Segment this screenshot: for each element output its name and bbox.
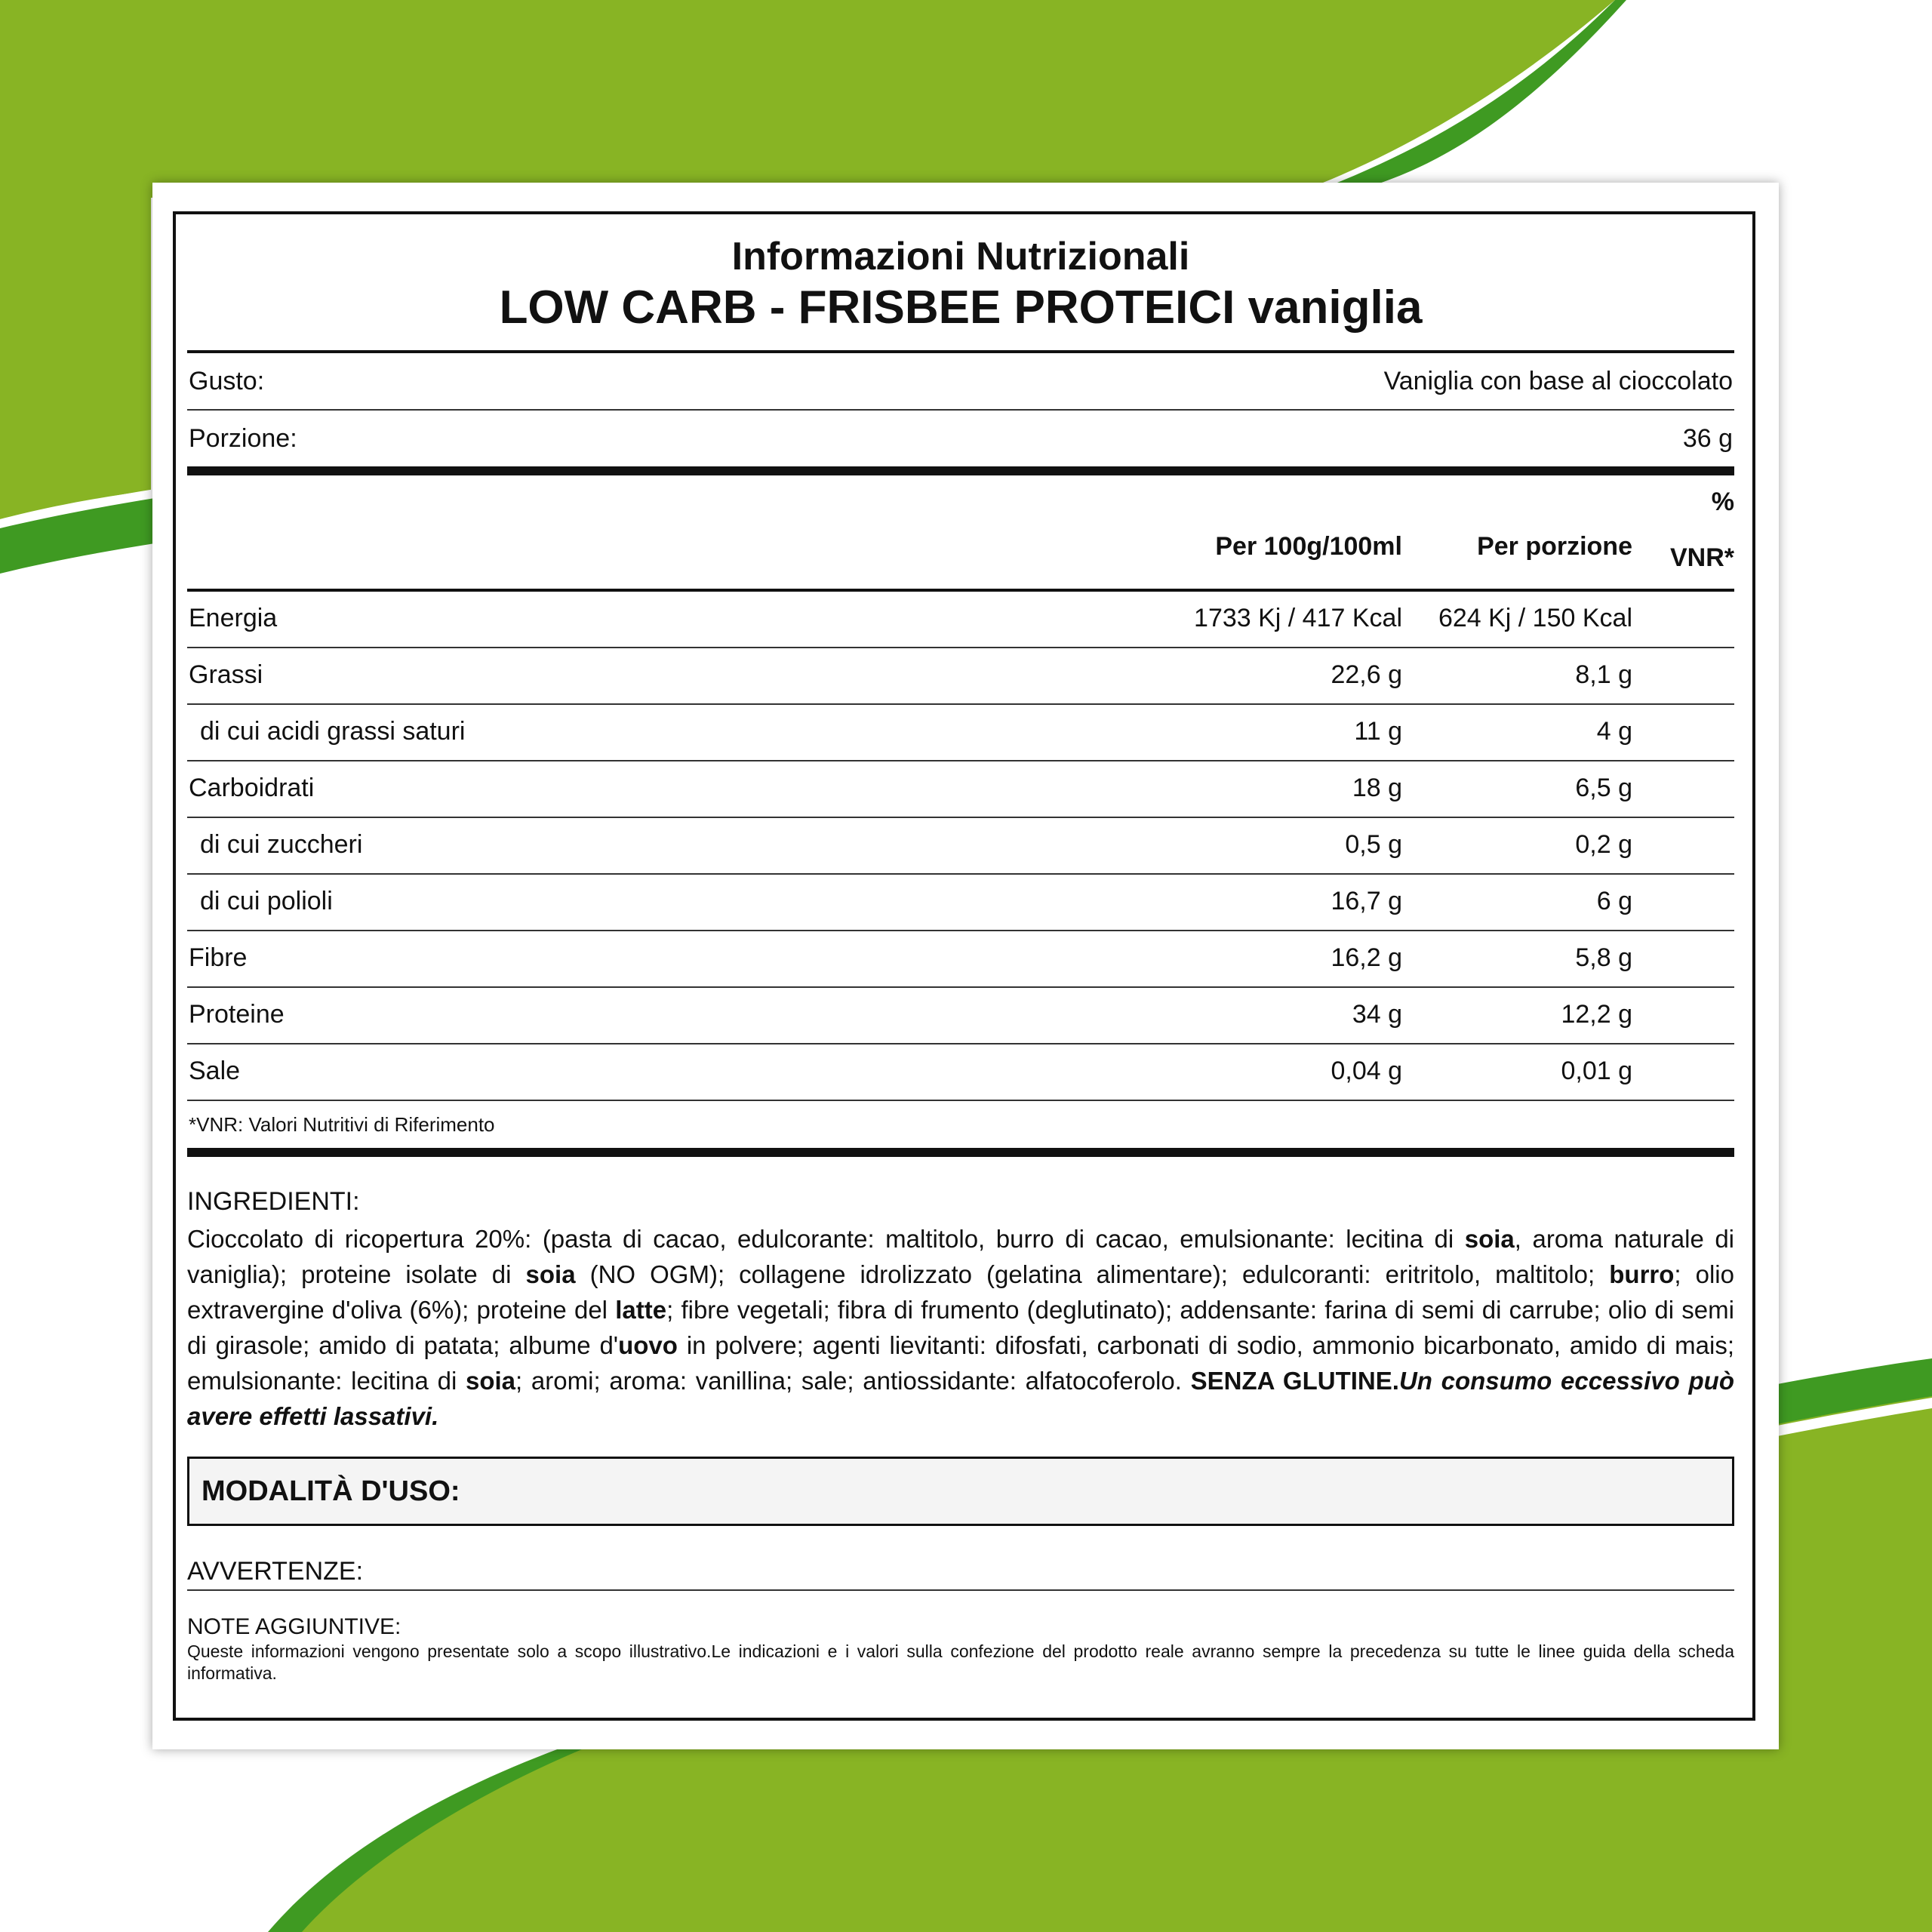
flavor-value: Vaniglia con base al cioccolato xyxy=(1383,366,1733,395)
col-vnr-pct-header: % xyxy=(1711,488,1734,516)
nutrient-name: Energia xyxy=(189,604,278,632)
nutrient-name: Sale xyxy=(189,1057,241,1085)
portion-label: Porzione: xyxy=(189,423,297,453)
table-row xyxy=(187,761,1734,818)
flavor-label: Gusto: xyxy=(189,366,265,395)
portion-value: 8,1 g xyxy=(1575,660,1632,689)
col-per100-header: Per 100g/100ml xyxy=(1215,532,1402,561)
nutrient-name: di cui polioli xyxy=(200,887,333,915)
col-vnr-header: VNR* xyxy=(1669,543,1734,572)
per100-value: 16,2 g xyxy=(1331,943,1402,972)
nutrient-name: di cui zuccheri xyxy=(200,830,363,859)
per100-value: 0,04 g xyxy=(1331,1057,1402,1085)
nutrient-name: di cui acidi grassi saturi xyxy=(200,717,466,746)
portion-value: 6,5 g xyxy=(1575,774,1632,802)
vnr-footnote: *VNR: Valori Nutritivi di Riferimento xyxy=(189,1113,495,1136)
portion-value: 4 g xyxy=(1596,717,1632,746)
portion-value: 5,8 g xyxy=(1575,943,1632,972)
per100-value: 22,6 g xyxy=(1331,660,1402,689)
divider-thick xyxy=(187,466,1734,475)
table-header xyxy=(187,475,1734,589)
table-row xyxy=(187,875,1734,931)
nutrient-name: Grassi xyxy=(189,660,263,689)
table-row xyxy=(187,592,1734,648)
notes-text: Queste informazioni vengono presentate solo a scopo illustrativo.Le indicazioni e i valori sulla confezione del prodotto reale avranno sempre la precedenza su tutte le linee guida della scheda informativa. xyxy=(187,1641,1734,1683)
notes-heading: NOTE AGGIUNTIVE: xyxy=(187,1614,401,1639)
per100-value: 0,5 g xyxy=(1345,830,1402,859)
per100-value: 18 g xyxy=(1352,774,1402,802)
product-name: LOW CARB - FRISBEE PROTEICI vaniglia xyxy=(499,281,1423,334)
nutrient-name: Fibre xyxy=(189,943,248,972)
label-title: Informazioni Nutrizionali xyxy=(731,235,1190,278)
table-row xyxy=(187,1044,1734,1100)
usage-box: MODALITÀ D'USO: xyxy=(187,1457,1734,1526)
flavor-row xyxy=(187,353,1734,409)
nutrient-table xyxy=(187,592,1734,1100)
portion-value: 624 Kj / 150 Kcal xyxy=(1438,604,1632,632)
portion-row xyxy=(187,411,1734,466)
portion-value: 0,01 g xyxy=(1561,1057,1632,1085)
per100-value: 1733 Kj / 417 Kcal xyxy=(1194,604,1402,632)
per100-value: 11 g xyxy=(1354,717,1402,746)
per100-value: 16,7 g xyxy=(1331,887,1402,915)
table-row xyxy=(187,705,1734,761)
per100-value: 34 g xyxy=(1352,1000,1402,1029)
portion-value: 36 g xyxy=(1682,423,1733,453)
portion-value: 12,2 g xyxy=(1561,1000,1632,1029)
nutrient-name: Carboidrati xyxy=(189,774,315,802)
table-row xyxy=(187,931,1734,988)
divider-thick xyxy=(187,1148,1734,1157)
portion-value: 0,2 g xyxy=(1575,830,1632,859)
table-row xyxy=(187,648,1734,705)
label-card xyxy=(152,183,1779,1749)
col-portion-header: Per porzione xyxy=(1477,532,1632,561)
ingredients-heading: INGREDIENTI: xyxy=(187,1187,360,1216)
portion-value: 6 g xyxy=(1596,887,1632,915)
warnings-heading: AVVERTENZE: xyxy=(187,1557,364,1586)
ingredients-text: Cioccolato di ricopertura 20%: (pasta di cacao, edulcorante: maltitolo, burro di cacao, emulsionante: lecitina di soia, aroma naturale di vaniglia); proteine isolate di soia (NO OGM); collagene idrolizzato (gelatina alimentare); edulcoranti: eritritolo, maltitolo; burro; olio extravergine d'oliva (6%); proteine del latte; fibre vegetali; fibra di frumento (deglutinato); addensante: farina di semi di carrube; olio di semi di girasole; amido di patata; albume d'uovo in polvere; agenti lievitanti: difosfati, carbonati di sodio, ammonio bicarbonato, amido di mais; emulsionante: lecitina di soia; aromi; aroma: vanillina; sale; antiossidante: alfatocoferolo. SENZA GLUTINE.Un consumo eccessivo può avere effetti lassativi. xyxy=(187,1225,1735,1430)
nutrition-label xyxy=(173,211,1755,1721)
table-row xyxy=(187,818,1734,875)
nutrient-name: Proteine xyxy=(189,1000,285,1029)
divider xyxy=(187,1589,1734,1591)
table-row xyxy=(187,988,1734,1044)
